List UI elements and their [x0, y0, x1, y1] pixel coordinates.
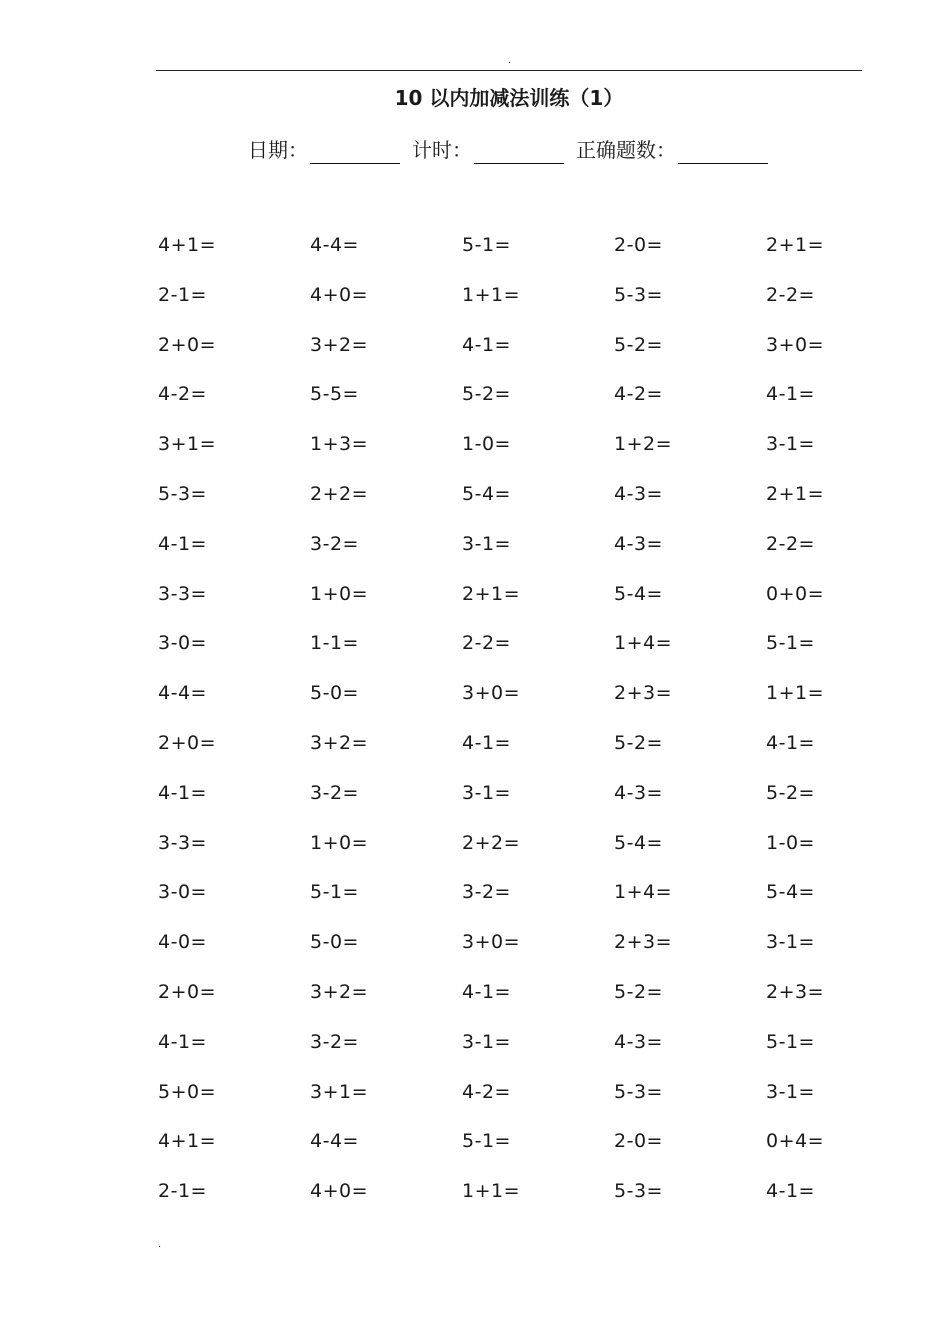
date-blank[interactable]	[310, 137, 400, 164]
math-problem: 5-0=	[310, 682, 359, 705]
math-problem: 3-1=	[462, 532, 511, 555]
math-problem: 1+1=	[462, 283, 521, 306]
math-problem: 3+2=	[310, 333, 369, 356]
math-problem: 3-3=	[158, 582, 207, 605]
math-problem: 3-1=	[766, 1080, 815, 1103]
math-problem: 2+1=	[462, 582, 521, 605]
math-problem: 0+4=	[766, 1130, 825, 1153]
math-problem: 3-2=	[310, 1030, 359, 1053]
math-problem: 4-3=	[614, 482, 663, 505]
math-problem: 3+0=	[462, 931, 521, 954]
header-rule	[156, 70, 862, 71]
math-problem: 1+1=	[766, 682, 825, 705]
math-problem: 1+1=	[462, 1180, 521, 1203]
math-problem: 3+0=	[766, 333, 825, 356]
math-problem: 4-3=	[614, 532, 663, 555]
math-problem: 5-2=	[614, 333, 663, 356]
math-problem: 2-0=	[614, 234, 663, 256]
math-problem: 5-3=	[158, 482, 207, 505]
meta-row	[248, 132, 780, 164]
math-problem: 4-3=	[614, 1030, 663, 1053]
math-problem: 2-2=	[766, 283, 815, 306]
math-problem: 4+0=	[310, 283, 369, 306]
math-problem: 3-2=	[310, 781, 359, 804]
math-problem: 4-1=	[158, 781, 207, 804]
math-problem: 5-1=	[462, 1130, 511, 1153]
math-problem: 4-1=	[158, 532, 207, 555]
math-problem: 3+2=	[310, 980, 369, 1003]
math-problem: 4-0=	[158, 931, 207, 954]
time-field	[412, 136, 564, 164]
date-label: 日期：	[248, 138, 308, 162]
math-problem: 5-1=	[766, 1030, 815, 1053]
math-problem: 4-2=	[158, 383, 207, 406]
math-problem: 4-4=	[310, 1130, 359, 1153]
math-problem: 2+0=	[158, 731, 217, 754]
math-problem: 1-0=	[462, 433, 511, 456]
math-problem: 5-2=	[614, 731, 663, 754]
math-problem: 5-3=	[614, 1080, 663, 1103]
math-problem: 1-0=	[766, 831, 815, 854]
math-problem: 0+0=	[766, 582, 825, 605]
math-problem: 1+0=	[310, 582, 369, 605]
math-problem: 2+0=	[158, 333, 217, 356]
math-problem: 4-1=	[462, 731, 511, 754]
math-problem: 4-1=	[158, 1030, 207, 1053]
math-problem: 2+3=	[766, 980, 825, 1003]
math-problem: 5-4=	[462, 482, 511, 505]
math-problem: 2+2=	[462, 831, 521, 854]
math-problem: 4-2=	[462, 1080, 511, 1103]
math-problem: 2-1=	[158, 1180, 207, 1203]
problem-grid	[158, 228, 858, 1224]
math-problem: 1+3=	[310, 433, 369, 456]
math-problem: 2-0=	[614, 1130, 663, 1153]
math-problem: 2+2=	[310, 482, 369, 505]
correct-count-label: 正确题数：	[576, 138, 676, 162]
math-problem: 5-4=	[766, 881, 815, 904]
math-problem: 5-2=	[614, 980, 663, 1003]
math-problem: 5-4=	[614, 582, 663, 605]
math-problem: 2-2=	[462, 632, 511, 655]
math-problem: 3-0=	[158, 632, 207, 655]
math-problem: 2+3=	[614, 931, 673, 954]
math-problem: 1-1=	[310, 632, 359, 655]
math-problem: 2+1=	[766, 482, 825, 505]
math-problem: 5-1=	[310, 881, 359, 904]
math-problem: 3+2=	[310, 731, 369, 754]
math-problem: 3-1=	[462, 1030, 511, 1053]
time-blank[interactable]	[474, 137, 564, 164]
math-problem: 5+0=	[158, 1080, 217, 1103]
math-problem: 3-1=	[766, 931, 815, 954]
math-problem: 2+3=	[614, 682, 673, 705]
math-problem: 4-4=	[310, 234, 359, 256]
math-problem: 5-3=	[614, 283, 663, 306]
math-problem: 5-0=	[310, 931, 359, 954]
math-problem: 5-3=	[614, 1180, 663, 1203]
math-problem: 4+1=	[158, 234, 217, 256]
math-problem: 4+1=	[158, 1130, 217, 1153]
math-problem: 4+0=	[310, 1180, 369, 1203]
correct-count-blank[interactable]	[678, 137, 768, 164]
math-problem: 1+4=	[614, 632, 673, 655]
math-problem: 3-0=	[158, 881, 207, 904]
math-problem: 1+0=	[310, 831, 369, 854]
math-problem: 4-1=	[462, 980, 511, 1003]
page-title: 10 以内加减法训练（1）	[394, 86, 624, 110]
math-problem: 5-5=	[310, 383, 359, 406]
correct-count-field	[576, 136, 768, 164]
math-problem: 4-1=	[766, 1180, 815, 1203]
math-problem: 3+1=	[310, 1080, 369, 1103]
math-problem: 3-2=	[462, 881, 511, 904]
math-problem: 4-1=	[766, 383, 815, 406]
math-problem: 3+0=	[462, 682, 521, 705]
math-problem: 4-4=	[158, 682, 207, 705]
math-problem: 5-2=	[766, 781, 815, 804]
math-problem: 2+0=	[158, 980, 217, 1003]
math-problem: 4-1=	[766, 731, 815, 754]
date-field	[248, 136, 400, 164]
math-problem: 5-2=	[462, 383, 511, 406]
math-problem: 4-1=	[462, 333, 511, 356]
math-problem: 3+1=	[158, 433, 217, 456]
math-problem: 5-1=	[766, 632, 815, 655]
time-label: 计时：	[412, 138, 472, 162]
math-problem: 5-1=	[462, 234, 511, 256]
footer-dot-mark: .	[158, 1239, 162, 1250]
math-problem: 3-3=	[158, 831, 207, 854]
math-problem: 3-1=	[462, 781, 511, 804]
math-problem: 3-2=	[310, 532, 359, 555]
math-problem: 2-2=	[766, 532, 815, 555]
header-dot-mark: .	[508, 55, 512, 66]
math-problem: 4-2=	[614, 383, 663, 406]
math-problem: 2+1=	[766, 234, 825, 256]
math-problem: 4-3=	[614, 781, 663, 804]
math-problem: 2-1=	[158, 283, 207, 306]
math-problem: 3-1=	[766, 433, 815, 456]
math-problem: 1+4=	[614, 881, 673, 904]
math-problem: 1+2=	[614, 433, 673, 456]
math-problem: 5-4=	[614, 831, 663, 854]
